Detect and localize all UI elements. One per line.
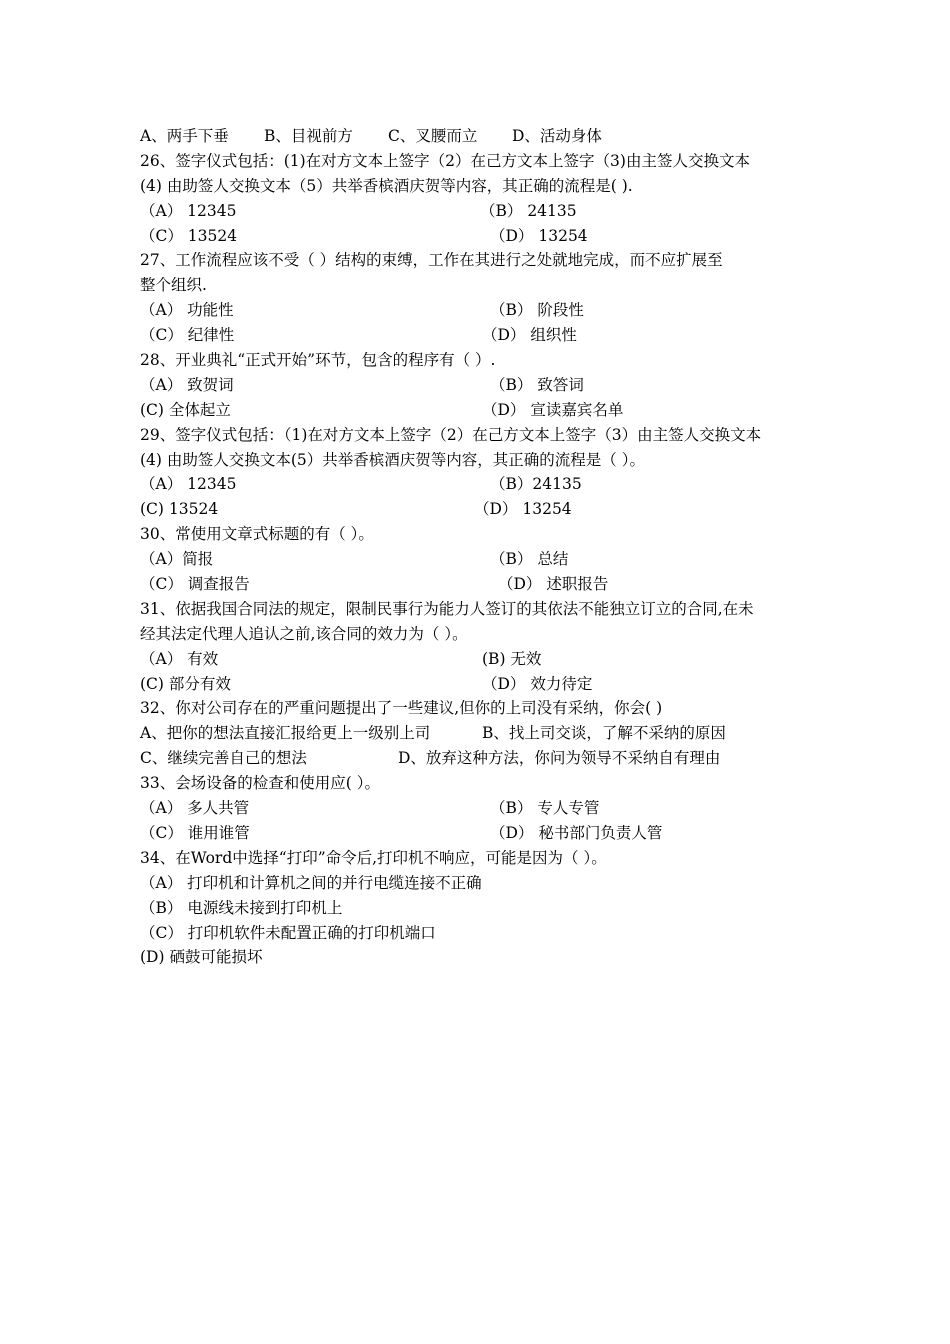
q29-options-row2 (140, 497, 820, 522)
q28-stem-line1: 28、开业典礼“正式开始”环节，包含的程序有（ ）. (140, 351, 496, 370)
q29-stem-line2: (4) 由助签人交换文本(5）共举香槟酒庆贺等内容，其正确的流程是（ ）。 (140, 450, 645, 469)
q25-option-a: A、两手下垂 (140, 127, 229, 145)
q33-options-row1 (140, 796, 820, 821)
q33-options-row2 (140, 821, 820, 846)
q29-stem-line1: 29、签字仪式包括：（1)在对方文本上签字（2）在己方文本上签字（3）由主签人交换文本 (140, 425, 762, 444)
q25-options-row (140, 124, 820, 149)
question-list (140, 124, 820, 970)
q34-option-d: (D) 硒鼓可能损坏 (140, 948, 263, 967)
q32-option-c: C、继续完善自己的想法 (140, 749, 307, 768)
q25-option-d: D、活动身体 (512, 127, 602, 145)
q25-option-b: B、目视前方 (264, 127, 353, 145)
q32-options-row2 (140, 746, 820, 771)
q27-stem-line2: 整个组织. (140, 276, 207, 295)
q33-stem-line1: 33、会场设备的检查和使用应( ）。 (140, 774, 380, 793)
q30-option-d: （D） 述职报告 (498, 575, 609, 594)
q34-option-b: （B） 电源线未接到打印机上 (140, 898, 343, 917)
q33-option-d: （D） 秘书部门负责人管 (490, 823, 663, 842)
q26-options-row2 (140, 224, 820, 249)
q31-stem-line1: 31、依据我国合同法的规定，限制民事行为能力人签订的其依法不能独立订立的合同,在未 (140, 599, 754, 618)
q27-option-a: （A） 功能性 (140, 301, 234, 320)
q32-option-a: A、把你的想法直接汇报给更上一级别上司 (140, 724, 431, 743)
q32-option-d: D、放弃这种方法，你问为领导不采纳自有理由 (398, 749, 721, 768)
q31-option-a: （A） 有效 (140, 649, 219, 668)
q34-option-c: （C） 打印机软件未配置正确的打印机端口 (140, 923, 436, 942)
q26-options-row1 (140, 199, 820, 224)
q32-options-row1 (140, 721, 820, 746)
q31-option-d: （D） 效力待定 (482, 674, 593, 693)
q30-stem-line1: 30、常使用文章式标题的有（ ）。 (140, 525, 374, 544)
q29-option-b: （B）24135 (490, 475, 582, 494)
q31-option-b: (B) 无效 (482, 649, 542, 668)
q28-options-row2 (140, 398, 820, 423)
q27-options-row1 (140, 298, 820, 323)
q26-option-c: （C） 13524 (140, 226, 238, 245)
q28-option-c: (C) 全体起立 (140, 400, 231, 419)
q30-options-row2 (140, 572, 820, 597)
q28-option-d: （D） 宣读嘉宾名单 (482, 400, 624, 419)
q30-option-c: （C） 调查报告 (140, 575, 250, 594)
q31-option-c: (C) 部分有效 (140, 674, 231, 693)
q33-option-b: （B） 专人专管 (490, 799, 600, 818)
q27-options-row2 (140, 323, 820, 348)
q31-stem-line2: 经其法定代理人追认之前,该合同的效力为（ ）。 (140, 624, 468, 643)
q30-option-b: （B） 总结 (490, 550, 569, 569)
q28-option-a: （A） 致贺词 (140, 375, 234, 394)
q28-option-b: （B） 致答词 (490, 375, 584, 394)
q26-option-a: （A） 12345 (140, 201, 237, 220)
q34-stem-line1: 34、在Word中选择“打印”命令后,打印机不响应，可能是因为（ ）。 (140, 848, 607, 867)
q27-stem-line1: 27、工作流程应该不受（ ）结构的束缚，工作在其进行之处就地完成，而不应扩展至 (140, 251, 723, 270)
q26-stem-line1: 26、签字仪式包括：(1)在对方文本上签字（2）在己方文本上签字（3)由主签人交换文本 (140, 151, 750, 170)
q27-option-d: （D） 组织性 (482, 326, 577, 345)
q26-option-b: （B） 24135 (480, 201, 577, 220)
q32-option-b: B、找上司交谈，了解不采纳的原因 (482, 724, 726, 743)
q33-option-c: （C） 谁用谁管 (140, 823, 250, 842)
q27-option-c: （C） 纪律性 (140, 326, 235, 345)
q30-options-row1 (140, 547, 820, 572)
q34-option-a: （A） 打印机和计算机之间的并行电缆连接不正确 (140, 873, 482, 892)
q30-option-a: （A）简报 (140, 550, 214, 569)
q26-option-d: （D） 13254 (490, 226, 588, 245)
q28-options-row1 (140, 373, 820, 398)
q32-stem-line1: 32、你对公司存在的严重问题提出了一些建议,但你的上司没有采纳，你会( ) (140, 699, 663, 718)
q26-stem-line2: (4) 由助签人交换文本（5）共举香槟酒庆贺等内容，其正确的流程是( ). (140, 176, 633, 195)
q25-option-c: C、叉腰而立 (388, 127, 478, 145)
q27-option-b: （B） 阶段性 (490, 301, 584, 320)
q29-option-c: (C) 13524 (140, 500, 219, 519)
q29-option-d: （D） 13254 (474, 500, 572, 519)
q29-option-a: （A） 12345 (140, 475, 237, 494)
q29-options-row1 (140, 472, 820, 497)
q31-options-row1 (140, 647, 820, 672)
q33-option-a: （A） 多人共管 (140, 799, 250, 818)
q31-options-row2 (140, 672, 820, 697)
